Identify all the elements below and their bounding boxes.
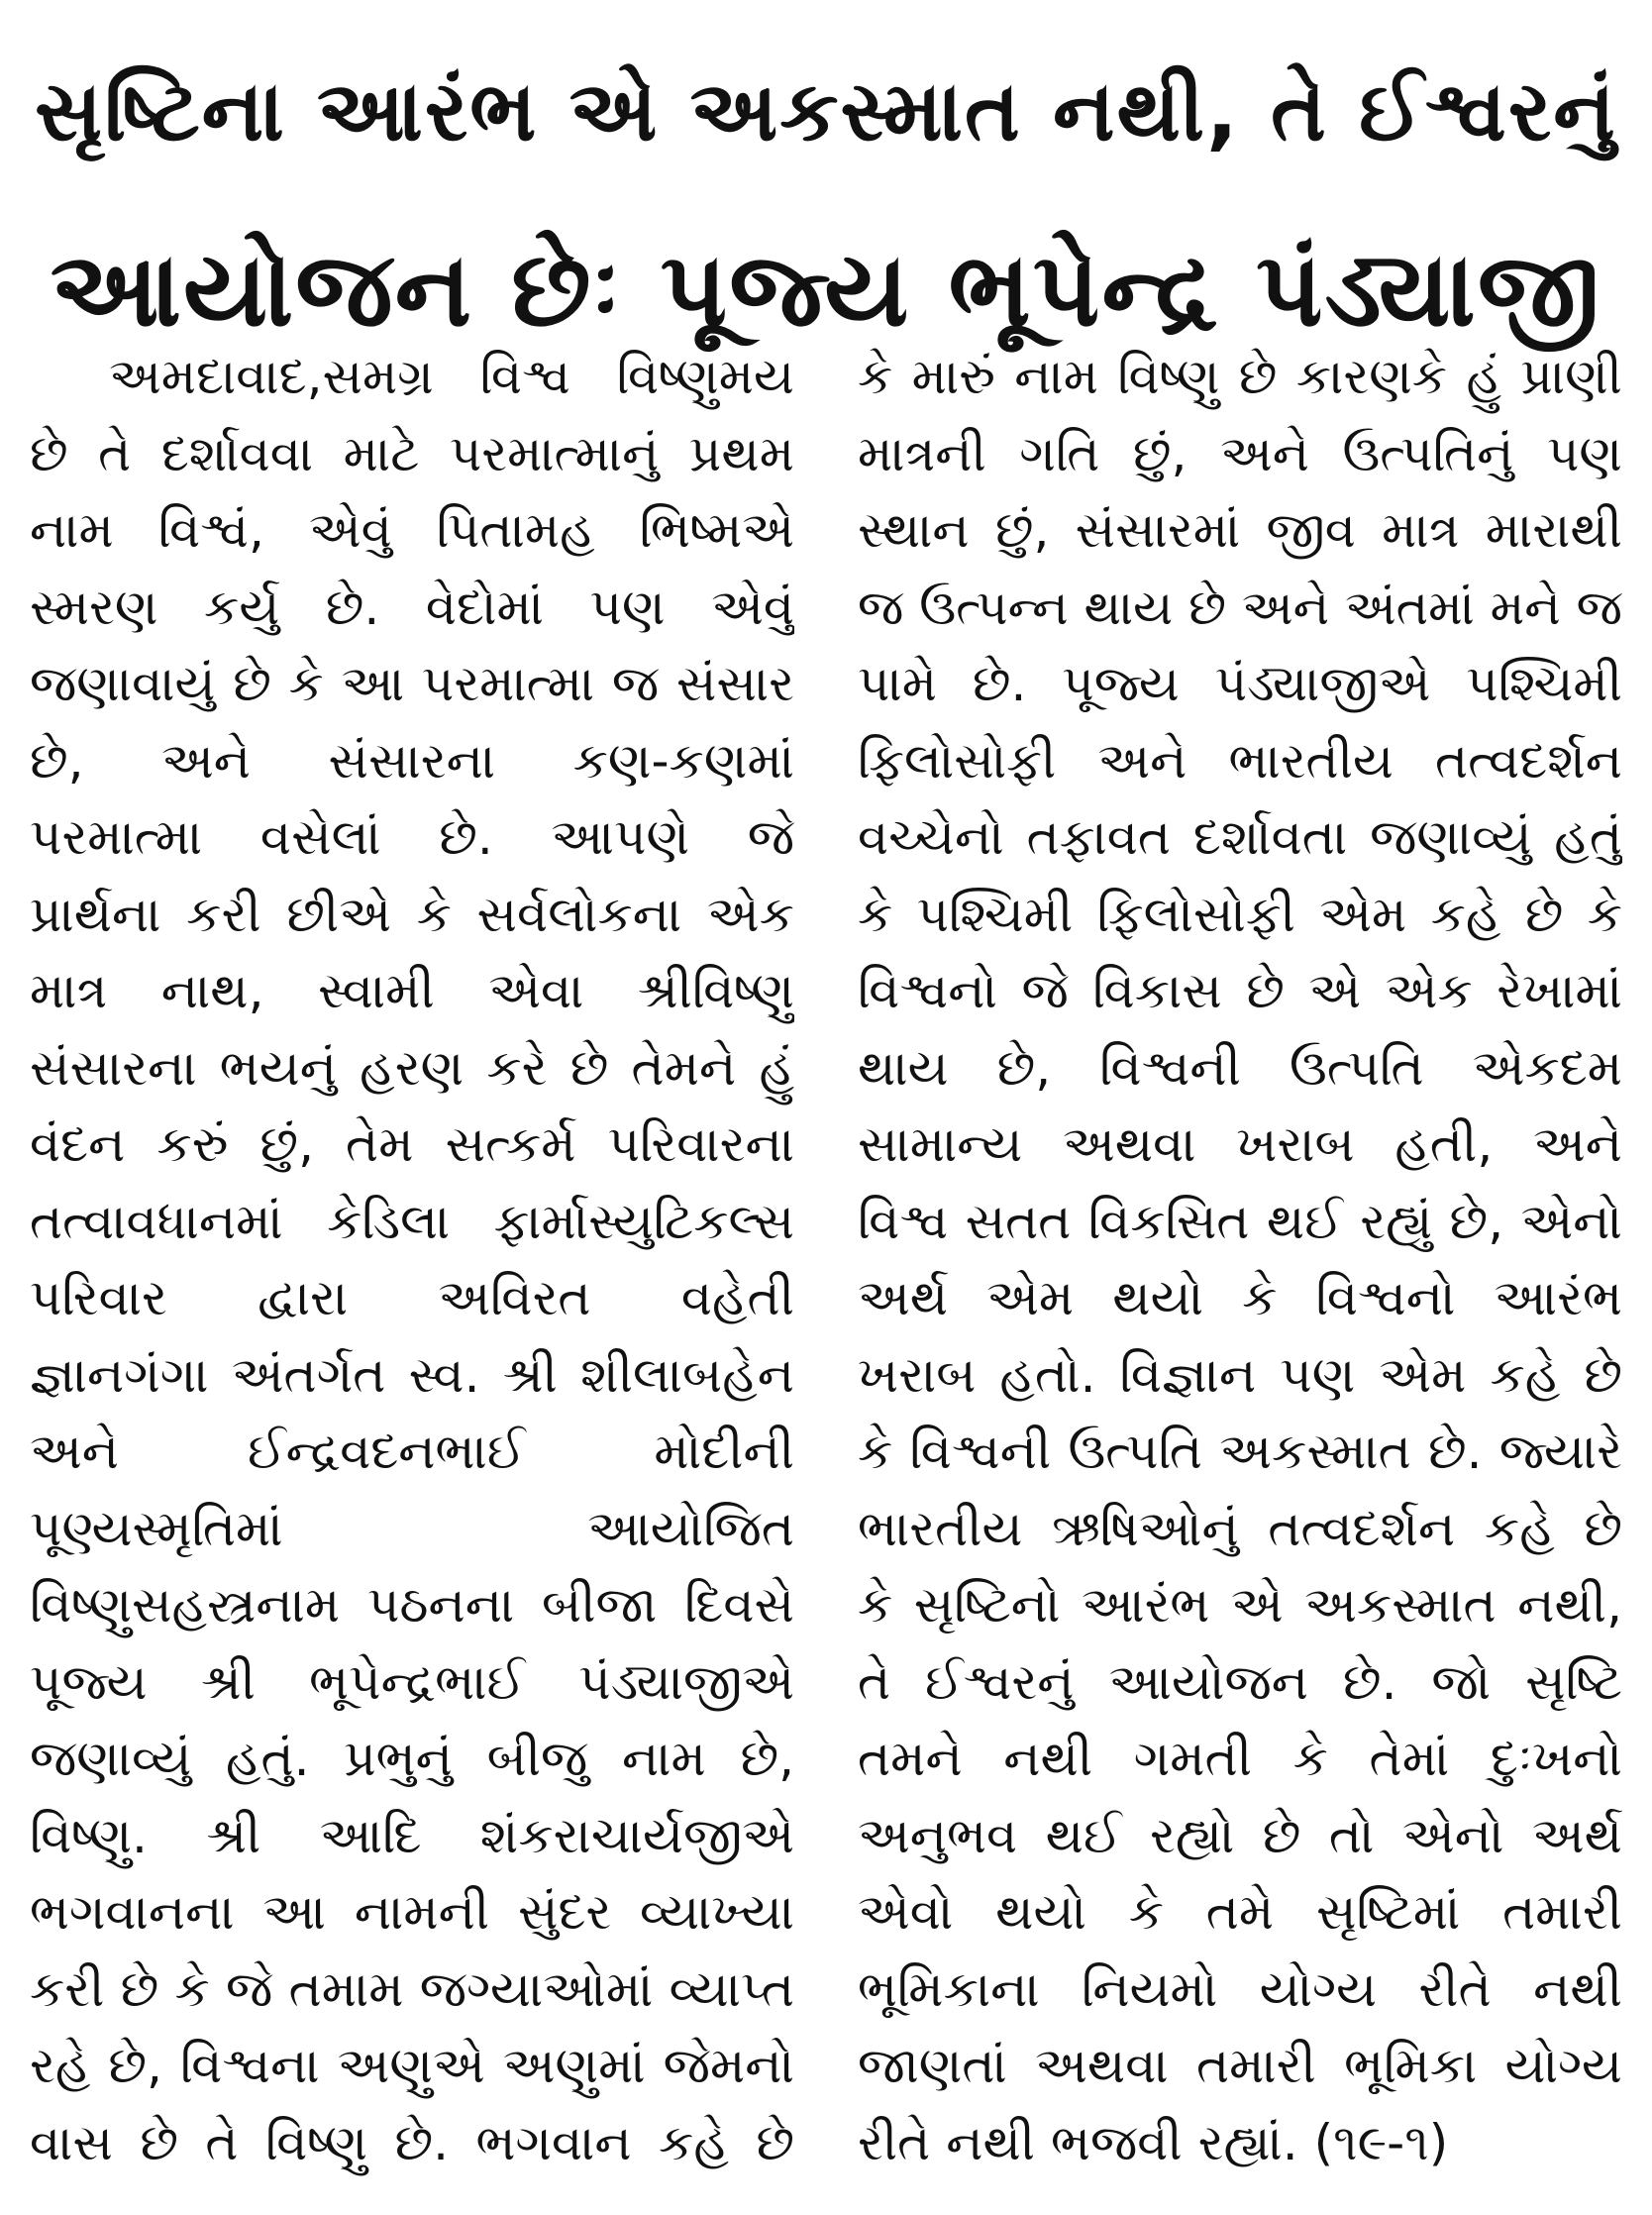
article-text-line: વિષ્ણુસહસ્ત્રનામ પઠનના બીજા દિવસે	[30, 1576, 794, 1634]
article-text-line: પામે છે. પૂજ્ય પંડ્યાજીએ પશ્ચિમી	[858, 655, 1622, 712]
article-text-line: જ ઉત્પન્ન થાય છે અને અંતમાં મને જ	[858, 579, 1622, 636]
article-text-line: માત્રની ગતિ છું, અને ઉત્પતિનું પણ	[858, 424, 1622, 482]
article-text-line: ભૂમિકાના નિયમો યોગ્ય રીતે નથી	[858, 1959, 1622, 2018]
article-text-line: વાસ છે તે વિષ્ણુ છે. ભગવાન કહે છે	[30, 2113, 794, 2171]
article-text-line: અમદાવાદ,સમગ્ર વિશ્વ વિષ્ણુમય	[109, 348, 794, 405]
article-text-line: કે સૃષ્ટિનો આરંભ એ અકસ્માત નથી,	[858, 1576, 1622, 1634]
article-text-line: માત્ર નાથ, સ્વામી એવા શ્રીવિષ્ણુ	[30, 962, 794, 1019]
article-text-line: રીતે નથી ભજવી રહ્યાં. (૧૯-૧)	[858, 2113, 1449, 2171]
article-text-line: પરિવાર દ્વારા અવિરત વહેતી	[30, 1269, 794, 1326]
article-text-line: તત્વાવધાનમાં કેડિલા ફાર્માસ્યુટિકલ્સ	[30, 1192, 794, 1250]
article-text-line: વિશ્વ સતત વિકસિત થઈ રહ્યું છે, એનો	[858, 1192, 1622, 1250]
article-text-line: સ્મરણ કર્યુ છે. વેદોમાં પણ એવું	[30, 578, 794, 636]
article-text-line: એવો થયો કે તમે સૃષ્ટિમાં તમારી	[858, 1883, 1622, 1941]
article-text-line: નામ વિશ્વં, એવું પિતામહ ભિષ્મએ	[30, 501, 794, 559]
article-text-line: ખરાબ હતો. વિજ્ઞાન પણ એમ કહે છે	[858, 1345, 1622, 1404]
article-text-line: જણાવ્યું હતું. પ્રભુનું બીજુ નામ છે,	[30, 1730, 794, 1787]
article-text-line: વચ્ચેનો તફાવત દર્શાવતા જણાવ્યું હતું	[858, 808, 1622, 866]
article-text-line: થાય છે, વિશ્વની ઉત્પતિ એકદમ	[858, 1038, 1622, 1097]
headline	[30, 22, 1622, 378]
headline-line-2: આયોજન છેઃ પૂજ્ય ભૂપેન્દ્ર પંડ્યાજી	[50, 229, 1602, 350]
article-text-line: કે મારું નામ વિષ્ણુ છે કારણકે હું પ્રાણી	[858, 348, 1622, 405]
article-column-right	[858, 339, 1622, 2197]
article-text-line: છે તે દર્શાવવા માટે પરમાત્માનું પ્રથમ	[30, 424, 794, 482]
article-text-line: સામાન્ય અથવા ખરાબ હતી, અને	[858, 1115, 1622, 1173]
article-text-line: તમને નથી ગમતી કે તેમાં દુઃખનો	[858, 1730, 1622, 1787]
article-text-line: અર્થ એમ થયો કે વિશ્વનો આરંભ	[858, 1269, 1622, 1326]
article-text-line: કે પશ્ચિમી ફિલોસોફી એમ કહે છે કે	[858, 885, 1622, 943]
article-text-line: કરી છે કે જે તમામ જગ્યાઓમાં વ્યાપ્ત	[30, 1959, 794, 2018]
article-column-left	[30, 339, 794, 2197]
article-text-line: સંસારના ભયનું હરણ કરે છે તેમને હું	[30, 1038, 794, 1097]
article-text-line: જ્ઞાનગંગા અંતર્ગત સ્વ. શ્રી શીલાબહેન	[30, 1345, 794, 1404]
article-text-line: વિશ્વનો જે વિકાસ છે એ એક રેખામાં	[858, 962, 1622, 1019]
article-text-line: પ્રાર્થના કરી છીએ કે સર્વલોકના એક	[30, 885, 794, 943]
headline-line-1: સૃષ્ટિના આરંભ એ અકસ્માત નથી, તે ઈશ્વરનું	[35, 62, 1617, 159]
article-body	[30, 339, 1622, 2197]
article-text-line: સ્થાન છું, સંસારમાં જીવ માત્ર મારાથી	[858, 501, 1622, 559]
article-text-line: પરમાત્મા વસેલાં છે. આપણે જે	[30, 808, 794, 866]
article-text-line: ભારતીય ઋષિઓનું તત્વદર્શન કહે છે	[858, 1499, 1622, 1557]
article-text-line: ભગવાનના આ નામની સુંદર વ્યાખ્યા	[30, 1883, 794, 1941]
article-text-line: રહે છે, વિશ્વના અણુએ અણુમાં જેમનો	[30, 2037, 794, 2094]
article-text-line: કે વિશ્વની ઉત્પતિ અકસ્માત છે. જ્યારે	[858, 1423, 1622, 1480]
article-text-line: પૂણ્યસ્મૃતિમાં આયોજિત	[30, 1499, 794, 1557]
article-text-line: વંદન કરું છું, તેમ સત્કર્મ પરિવારના	[30, 1115, 794, 1173]
article-text-line: અને ઈન્દ્રવદનભાઈ મોદીની	[30, 1423, 794, 1480]
article-text-line: વિષ્ણુ. શ્રી આદિ શંકરાચાર્યજીએ	[30, 1806, 794, 1864]
article-text-line: જણાવાયું છે કે આ પરમાત્મા જ સંસાર	[30, 655, 794, 712]
article-text-line: ફિલોસોફી અને ભારતીય તત્વદર્શન	[858, 731, 1622, 790]
article-text-line: છે, અને સંસારના કણ-કણમાં	[30, 731, 794, 790]
article-text-line: પૂજ્ય શ્રી ભૂપેન્દ્રભાઈ પંડ્યાજીએ	[30, 1652, 794, 1711]
article-text-line: અનુભવ થઈ રહ્યો છે તો એનો અર્થ	[858, 1806, 1622, 1864]
article-text-line: જાણતાં અથવા તમારી ભૂમિકા યોગ્ય	[858, 2037, 1622, 2094]
article-text-line: તે ઈશ્વરનું આયોજન છે. જો સૃષ્ટિ	[858, 1652, 1622, 1711]
